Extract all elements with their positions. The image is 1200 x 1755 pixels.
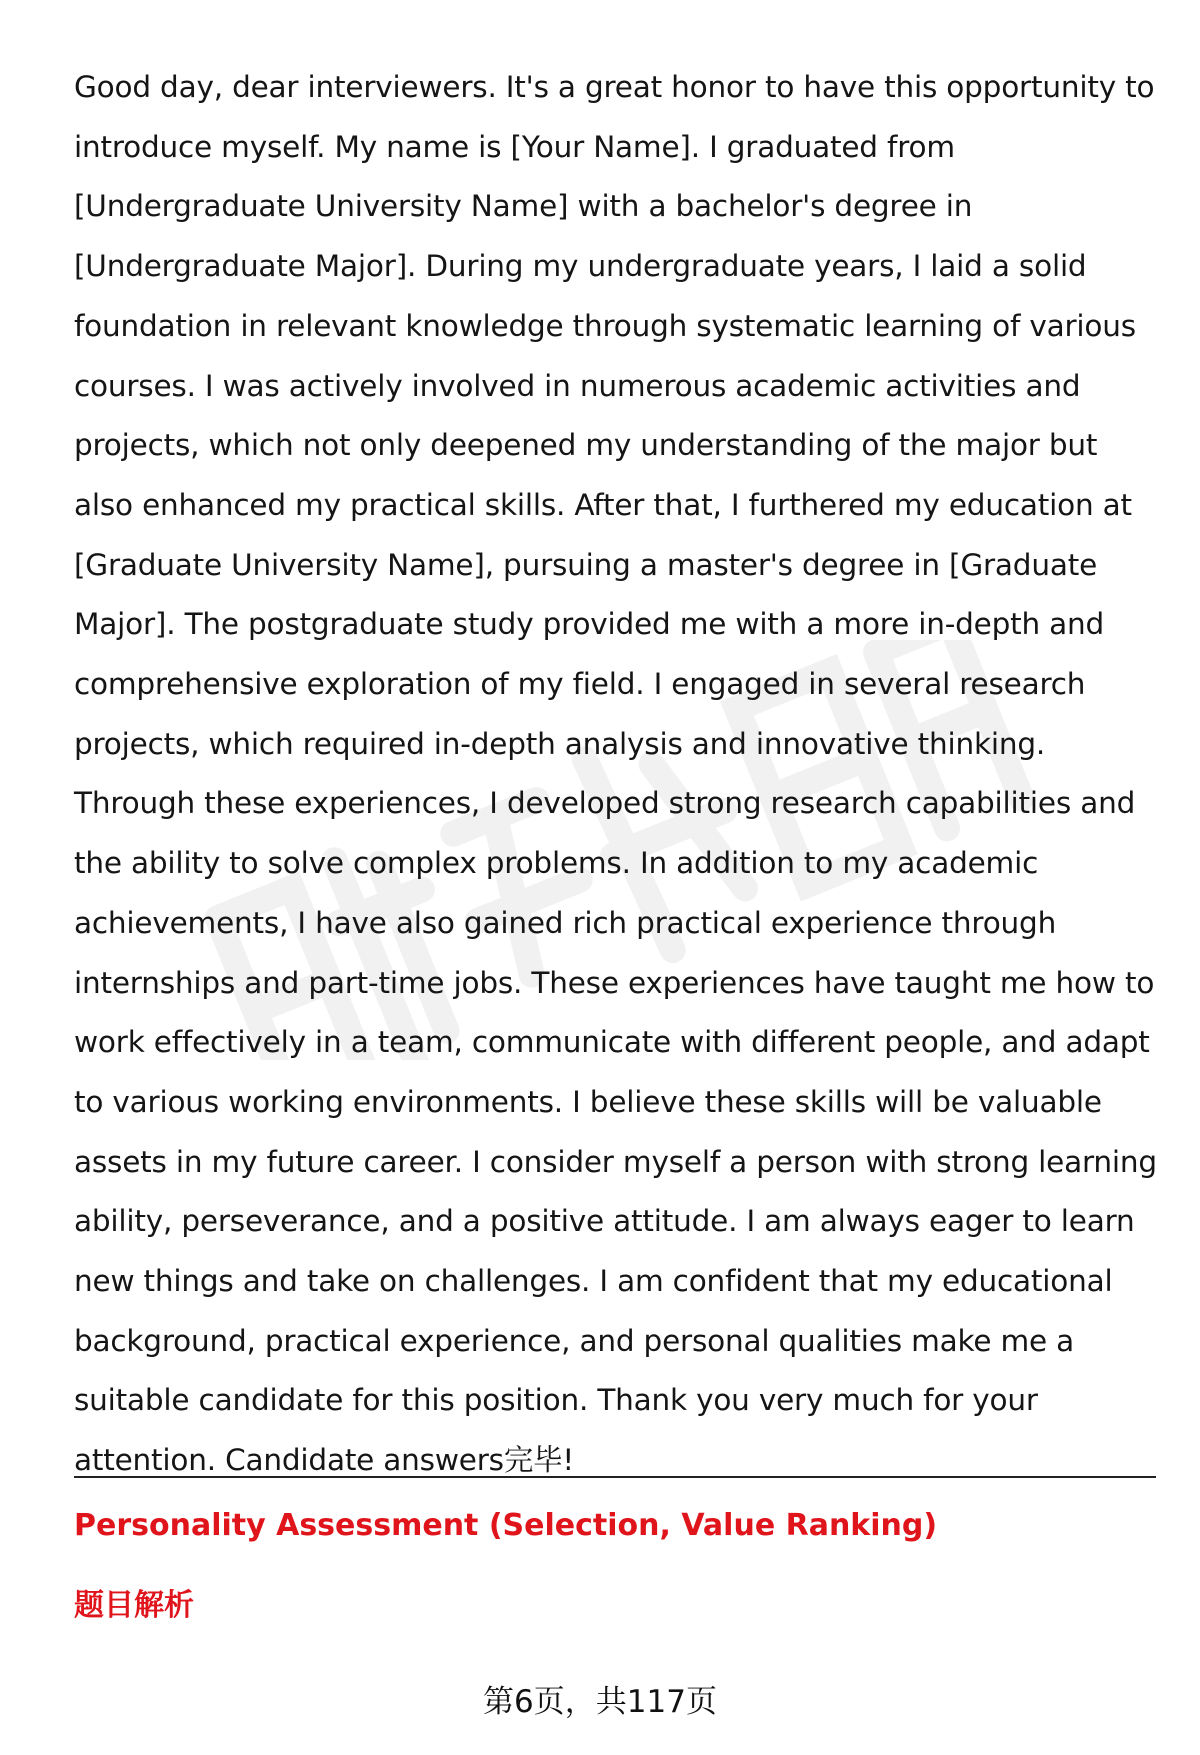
self-introduction-paragraph: Good day, dear interviewers. It's a great honor to have this opportunity to introduce myself. My name is [Your Name]. I graduated from [Undergraduate University Name] with a bachelor's degree in [Undergraduate Major]. During my undergraduate years, I laid a solid foundation in relevant knowledge through systematic learning of various courses. I was actively involved in numerous academic activities and projects, which not only deepened my understanding of the major but also enhanced my practical skills. After that, I furthered my education at [Graduate University Name], pursuing a master's degree in [Graduate Major]. The postgraduate study provided me with a more in-depth and comprehensive exploration of my field. I engaged in several research projects, which required in-depth analysis and innovative thinking. Through these experiences, I developed strong research capabilities and the ability to solve complex problems. In addition to my academic achievements, I have also gained rich practical experience through internships and part-time jobs. These experiences have taught me how to work effectively in a team, communicate with different people, and adapt to various working environments. I believe these skills will be valuable assets in my future career. I consider myself a person with strong learning ability, perseverance, and a positive attitude. I am always eager to learn new things and take on challenges. I am confident that my educational background, practical experience, and personal qualities make me a suitable candidate for this position. Thank you very much for your attention. Candidate answers完毕!	[74, 70, 1157, 1478]
page-indicator: 第6页，共117页	[483, 1684, 717, 1720]
question-analysis-heading: 题目解析	[74, 1588, 194, 1623]
section-title: Personality Assessment (Selection, Value Ranking)	[74, 1508, 938, 1543]
document-body	[74, 58, 1164, 1491]
section-divider	[74, 1476, 1156, 1478]
